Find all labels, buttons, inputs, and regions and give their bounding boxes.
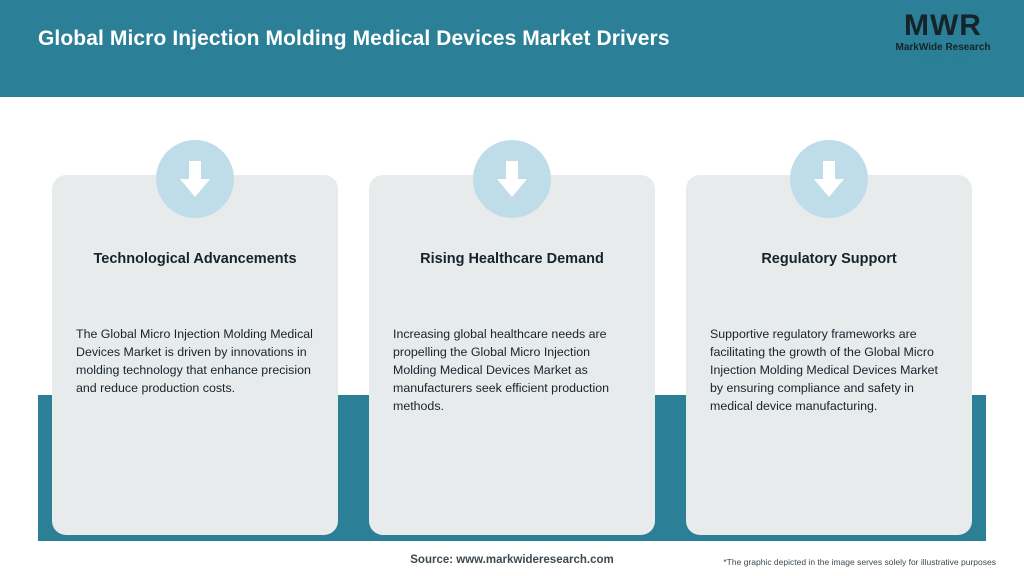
page-title: Global Micro Injection Molding Medical Devices Market Drivers — [38, 27, 670, 50]
down-arrow-icon — [495, 159, 529, 199]
disclaimer-label: *The graphic depicted in the image serves solely for illustrative purposes — [723, 557, 996, 567]
logo-name: MarkWide Research — [895, 42, 991, 53]
card-title: Technological Advancements — [93, 251, 297, 267]
driver-card — [52, 175, 338, 535]
driver-card — [369, 175, 655, 535]
card-body: The Global Micro Injection Molding Medical Devices Market is driven by innovations in molding technology that enhance precision and reduce production costs. — [76, 327, 313, 395]
icon-badge — [473, 140, 551, 218]
header-bar — [0, 0, 1024, 97]
logo — [884, 10, 1002, 72]
card-body: Increasing global healthcare needs are propelling the Global Micro Injection Molding Medical Devices Market as manufacturers seek efficient production methods. — [393, 327, 610, 413]
icon-badge — [156, 140, 234, 218]
card-body: Supportive regulatory frameworks are facilitating the growth of the Global Micro Injection Molding Medical Devices Market by ensuring compliance and safety in medical device manufacturing. — [710, 327, 938, 413]
logo-mark: MWR — [904, 9, 982, 42]
driver-card — [686, 175, 972, 535]
icon-badge — [790, 140, 868, 218]
down-arrow-icon — [178, 159, 212, 199]
card-title: Rising Healthcare Demand — [420, 251, 604, 267]
card-title: Regulatory Support — [761, 251, 897, 267]
source-label: Source: www.markwideresearch.com — [410, 554, 614, 566]
down-arrow-icon — [812, 159, 846, 199]
logo-tagline: Inspiring Growth — [914, 55, 972, 62]
